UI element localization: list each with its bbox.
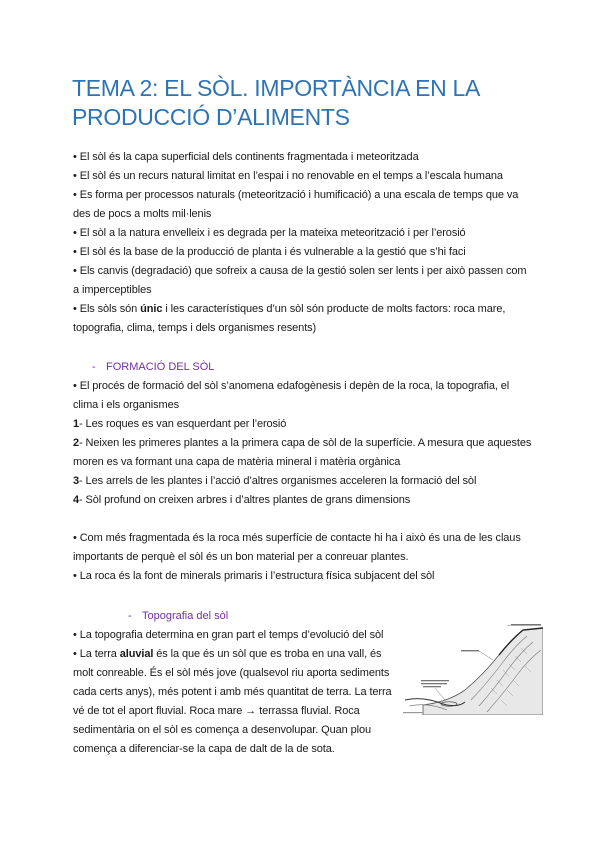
list-item: • El procés de formació del sòl s’anomena edafogènesis i depèn de la roca, la topografia, el clima i els organismes bbox=[73, 380, 510, 411]
step-text: - Les roques es van esquerdant per l’erosió bbox=[79, 418, 287, 430]
step-item bbox=[73, 434, 533, 472]
section-dash: - bbox=[92, 361, 96, 373]
bold-term: únic bbox=[140, 303, 163, 315]
list-item-unic bbox=[73, 300, 533, 338]
section-heading-formacio bbox=[92, 358, 214, 377]
list-item: • El sòl és un recurs natural limitat en l’espai i no renovable en el temps a l’escala humana bbox=[73, 170, 503, 182]
list-item: • Es forma per processos naturals (meteorització i humificació) a una escala de temps que va des de pocs a molts mil·lenis bbox=[73, 189, 519, 220]
step-text: - Les arrels de les plantes i l’acció d’altres organismes acceleren la formació del sòl bbox=[79, 475, 477, 487]
step-item bbox=[73, 415, 533, 434]
step-number: 1 bbox=[73, 418, 80, 430]
list-item: • El sòl és la base de la producció de planta i és vulnerable a la gestió que s’hi faci bbox=[73, 246, 466, 258]
rock-list bbox=[73, 529, 533, 586]
page-title: TEMA 2: EL SÒL. IMPORTÀNCIA EN LA PRODUCCIÓ D’ALIMENTS bbox=[72, 75, 479, 130]
text-span: • Els sòls són bbox=[73, 303, 141, 315]
list-item: • Com més fragmentada és la roca més superfície de contacte hi ha i això és una de les claus importants de perquè el sòl és un bon material per a conreuar plantes. bbox=[73, 532, 521, 563]
step-number: 2 bbox=[73, 437, 80, 449]
list-item: • El sòl és la capa superficial dels continents fragmentada i meteoritzada bbox=[73, 151, 419, 163]
step-item bbox=[73, 491, 533, 510]
section-title: Topografia del sòl bbox=[142, 610, 229, 622]
bold-term: aluvial bbox=[119, 648, 154, 660]
step-text: - Neixen les primeres plantes a la primera capa de sòl de la superfície. A mesura que aquestes moren es va formant una capa de matèria mineral i matèria orgànica bbox=[73, 437, 532, 468]
list-item: • La roca és la font de minerals primaris i l’estructura física subjacent del sòl bbox=[73, 570, 435, 582]
step-number: 4 bbox=[73, 494, 80, 506]
formation-list bbox=[73, 377, 533, 510]
list-item: • Els canvis (degradació) que sofreix a causa de la gestió solen ser lents i per això passen com a imperceptibles bbox=[73, 265, 527, 296]
alluvial-soil-diagram-icon bbox=[403, 620, 543, 715]
intro-list bbox=[73, 148, 533, 338]
step-number: 3 bbox=[73, 475, 80, 487]
section-title: FORMACIÓ DEL SÒL bbox=[106, 361, 215, 373]
section-heading-topografia bbox=[128, 607, 228, 626]
alluvial-soil-diagram-svg bbox=[403, 620, 543, 715]
list-item-aluvial bbox=[73, 645, 403, 759]
text-span: • La terra bbox=[73, 648, 120, 660]
list-item: • La topografia determina en gran part el temps d’evolució del sòl bbox=[73, 629, 384, 641]
list-item: • El sòl a la natura envelleix i es degrada per la mateixa meteorització i per l’erosió bbox=[73, 227, 466, 239]
text-span: i les característiques d’un sòl són producte de molts factors: roca mare, topografia, clima, temps i dels organismes resents) bbox=[73, 303, 506, 334]
step-item bbox=[73, 472, 533, 491]
step-text: - Sòl profund on creixen arbres i d’altres plantes de grans dimensions bbox=[79, 494, 411, 506]
text-span: és la que és un sòl que es troba en una vall, és molt conreable. És el sòl més jove (qualsevol riu aporta sediments cada certs anys), més potent i amb més quantitat de terra. La terra vé de tot el aport fluvial. Roca mare → terrassa fluvial. Roca sedimentària on el sòl es comença a desenvolupar. Quan plou comença a diferenciar-se la capa de dalt de la de sota. bbox=[73, 648, 392, 755]
section-dash: - bbox=[128, 610, 132, 622]
topography-list bbox=[73, 626, 403, 759]
